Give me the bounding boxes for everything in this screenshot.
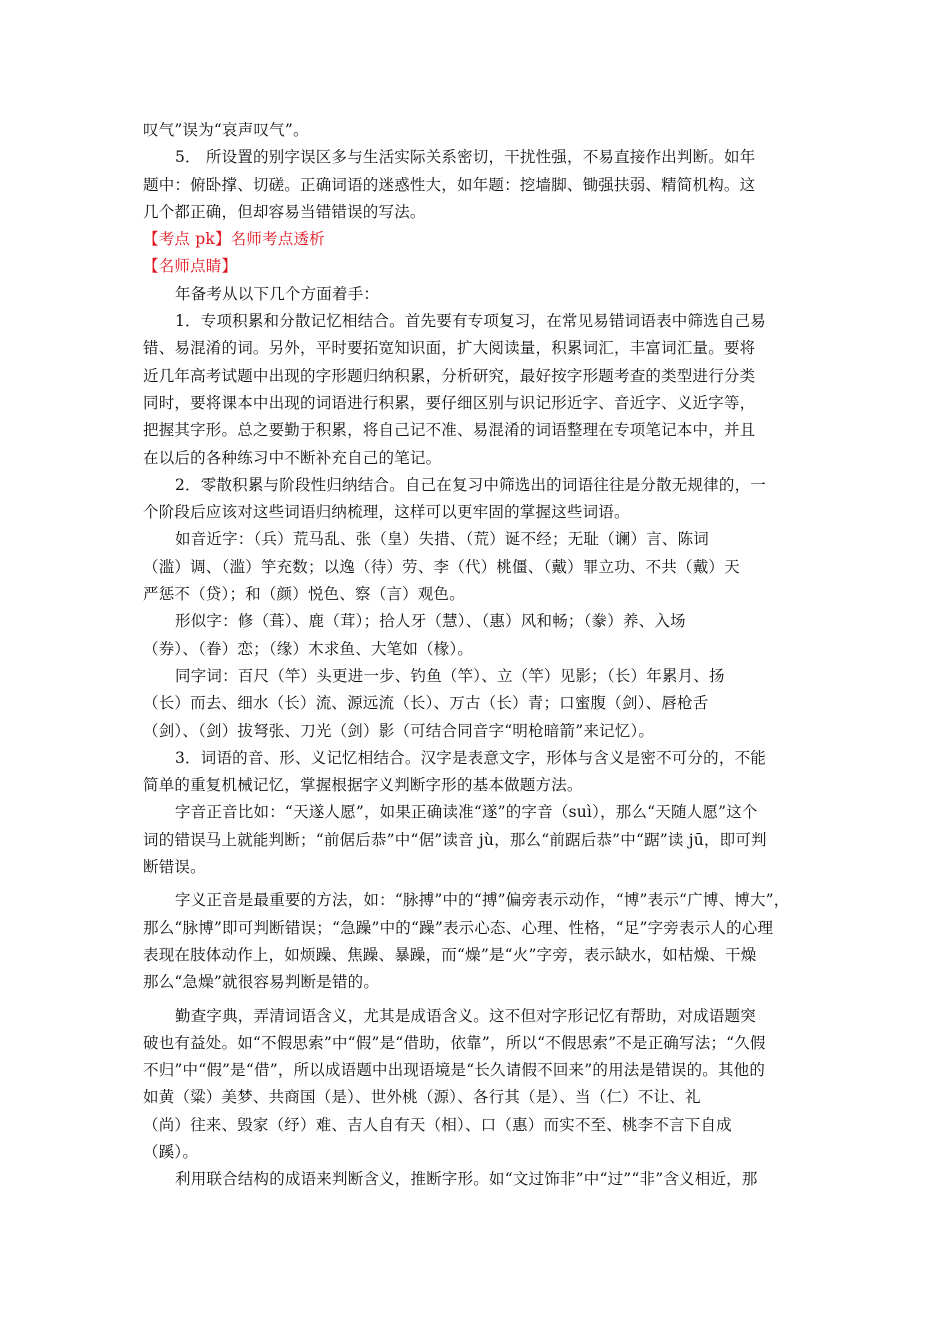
text-line: 利用联合结构的成语来判断含义，推断字形。如“文过饰非”中“过”“非”含义相近，那 xyxy=(175,1170,758,1189)
text-line: 同字词：百尺（竿）头更进一步、钓鱼（竿）、立（竿）见影；（长）年累月、扬 xyxy=(175,666,725,685)
text-line: 【名师点睛】 xyxy=(143,257,238,276)
body-paragraph xyxy=(143,1003,807,1167)
text-line: （长）而去、细水（长）流、源远流（长）、万古（长）青；口蜜腹（剑）、唇枪舌 xyxy=(143,694,709,713)
text-line: （滥）调、（滥）竽充数；以逸（待）劳、李（代）桃僵、（戴）罪立功、不共（戴）天 xyxy=(143,557,740,576)
body-paragraph xyxy=(143,144,807,226)
document-body xyxy=(143,117,807,1194)
body-paragraph xyxy=(143,526,807,608)
body-paragraph xyxy=(143,472,807,527)
text-line: 把握其字形。总之要勤于积累，将自己记不准、易混淆的词语整理在专项笔记本中，并且 xyxy=(143,421,756,440)
section-heading xyxy=(143,226,807,253)
body-paragraph xyxy=(143,745,807,800)
text-line: 不归”中“假”是“借”，所以成语题中出现语境是“长久请假不回来”的用法是错误的。其他的 xyxy=(143,1061,766,1080)
body-paragraph xyxy=(143,608,807,663)
text-line: （尚）往来、毁家（纾）难、吉人自有天（相）、口（惠）而实不至、桃李不言下自成 xyxy=(143,1115,732,1134)
text-line: 近几年高考试题中出现的字形题归纳积累，分析研究，最好按字形题考查的类型进行分类 xyxy=(143,366,756,385)
text-line: 字义正音是最重要的方法，如：“脉搏”中的“搏”偏旁表示动作，“博”表示“广博、博大”， xyxy=(175,891,790,910)
text-line: （券）、（眷）恋；（缘）木求鱼、大笔如（椽）。 xyxy=(143,639,474,658)
body-paragraph xyxy=(143,887,807,996)
text-line: 年备考从以下几个方面着手： xyxy=(175,284,380,303)
text-line: 那么“脉博”即可判断错误；“急躁”中的“躁”表示心态、心理、性格，“足”字旁表示人的心理 xyxy=(143,918,774,937)
text-line: 严惩不（贷）；和（颜）悦色、察（言）观色。 xyxy=(143,585,465,604)
body-paragraph xyxy=(143,663,807,745)
text-line: 叹气”误为“哀声叹气”。 xyxy=(143,121,309,139)
text-line: 破也有益处。如“不假思索”中“假”是“借助，依靠”，所以“不假思索”不是正确写法；“久假 xyxy=(143,1033,766,1052)
text-line: 勤查字典，弄清词语含义，尤其是成语含义。这不但对字形记忆有帮助，对成语题突 xyxy=(175,1006,756,1025)
body-paragraph xyxy=(143,308,807,472)
text-line: 断错误。 xyxy=(143,858,206,877)
text-line: 题中：俯卧撑、切磋。正确词语的迷惑性大，如年题：挖墙脚、锄强扶弱、精简机构。这 xyxy=(143,175,756,194)
text-line: 词的错误马上就能判断；“前倨后恭”中“倨”读音 jù，那么“前踞后恭”中“踞”读 jū，即可判 xyxy=(143,830,767,849)
text-line: 【考点 pk】名师考点透析 xyxy=(143,230,325,249)
text-line: 表现在肢体动作上，如烦躁、焦躁、暴躁，而“燥”是“火”字旁，表示缺水，如枯燥、干燥 xyxy=(143,945,757,964)
text-line: 字音正音比如：“天遂人愿”，如果正确读准“遂”的字音（suì），那么“天随人愿”这个 xyxy=(175,803,758,822)
text-line: （蹊）。 xyxy=(143,1142,199,1161)
body-paragraph xyxy=(143,799,807,881)
body-paragraph xyxy=(143,1166,807,1193)
text-line: 同时，要将课本中出现的词语进行积累，要仔细区别与识记形近字、音近字、义近字等， xyxy=(143,393,756,412)
text-line: 3．词语的音、形、义记忆相结合。汉字是表意文字，形体与含义是密不可分的，不能 xyxy=(175,748,766,767)
text-line: （剑）、（剑）拔弩张、刀光（剑）影（可结合同音字“明枪暗箭”来记忆）。 xyxy=(143,721,655,740)
text-line: 如黄（粱）美梦、共商国（是）、世外桃（源）、各行其（是）、当（仁）不让、礼 xyxy=(143,1088,701,1107)
text-line: 几个都正确，但却容易当错错误的写法。 xyxy=(143,202,426,221)
text-line: 1．专项积累和分散记忆相结合。首先要有专项复习，在常见易错词语表中筛选自己易 xyxy=(175,312,766,331)
text-line: 5． 所设置的别字误区多与生活实际关系密切，干扰性强，不易直接作出判断。如年 xyxy=(175,148,756,167)
text-line: 形似字：修（葺）、鹿（茸）；拾人牙（慧）、（惠）风和畅；（豢）养、入场 xyxy=(175,612,686,631)
text-line: 如音近字：（兵）荒马乱、张（皇）失措、（荒）诞不经；无耻（谰）言、陈词 xyxy=(175,530,710,549)
text-line: 错、易混淆的词。另外，平时要拓宽知识面，扩大阅读量，积累词汇，丰富词汇量。要将 xyxy=(143,339,756,358)
text-line: 那么“急燥”就很容易判断是错的。 xyxy=(143,973,380,992)
section-heading xyxy=(143,253,807,280)
text-line: 个阶段后应该对这些词语归纳梳理，这样可以更牢固的掌握这些词语。 xyxy=(143,503,630,522)
text-line: 简单的重复机械记忆，掌握根据字义判断字形的基本做题方法。 xyxy=(143,776,583,795)
body-paragraph xyxy=(143,117,807,144)
body-paragraph xyxy=(143,281,807,308)
text-line: 2．零散积累与阶段性归纳结合。自己在复习中筛选出的词语往往是分散无规律的，一 xyxy=(175,475,766,494)
text-line: 在以后的各种练习中不断补充自己的笔记。 xyxy=(143,448,442,467)
